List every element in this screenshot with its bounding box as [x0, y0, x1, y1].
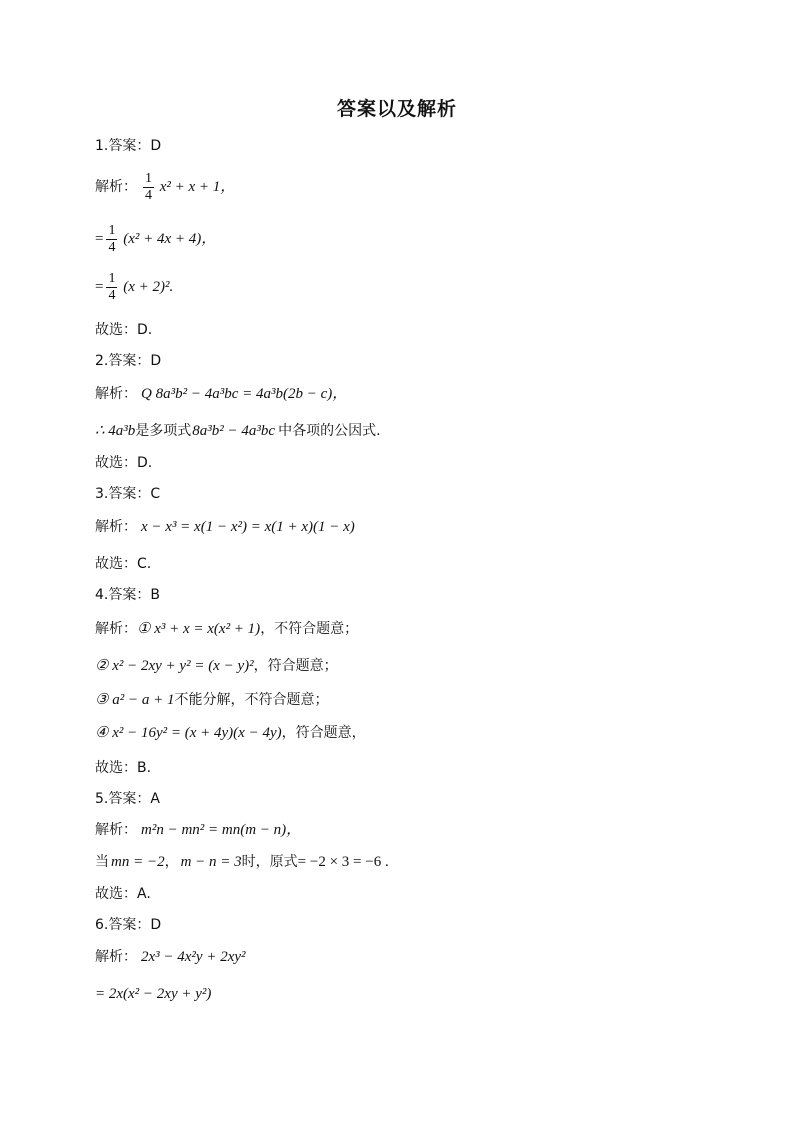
- q5-answer: 5.答案：A: [95, 791, 160, 807]
- frac-den: 4: [108, 287, 116, 303]
- q4-item-3-expr: ③ a² − a + 1: [95, 692, 175, 708]
- q2-concl-b: 是多项式: [135, 423, 192, 439]
- q4-answer: 4.答案：B: [95, 587, 160, 603]
- q4-item-2-line: [95, 656, 338, 676]
- q1-expr-c: [104, 271, 173, 304]
- q2-conclusion-line: [95, 421, 381, 441]
- q3-choice-line: [95, 554, 151, 574]
- q4-item-4-expr: ④ x² − 16y² = (x + 4y)(x − 4y): [95, 725, 282, 741]
- page-title: 答案以及解析: [336, 98, 457, 120]
- q2-concl-a: ∴ 4a³b: [95, 423, 136, 439]
- q2-label: 解析：: [95, 386, 137, 402]
- q3-answer-line: [95, 484, 160, 504]
- frac-num: 1: [108, 222, 116, 238]
- q1-choice: 故选：D.: [95, 322, 153, 338]
- q2-concl-c: 8a³b² − 4a³bc: [192, 423, 276, 439]
- q4-answer-line: [95, 585, 160, 605]
- q1-explanation-line-1: [95, 170, 235, 204]
- frac-den: 4: [108, 239, 116, 255]
- q6-expr-a: 2x³ − 4x²y + 2xy²: [141, 949, 246, 965]
- q6-expr-b: = 2x(x² − 2xy + y²): [95, 986, 212, 1002]
- q2-concl-d: 中各项的公因式.: [278, 423, 381, 439]
- q1-expr-b: [104, 223, 216, 256]
- q1-answer-line: [95, 136, 161, 156]
- q1-expr-c-tail: (x + 2)².: [123, 278, 174, 295]
- q1-explanation-line-2: [95, 222, 216, 256]
- q6-explanation-line-1: [95, 947, 246, 967]
- q4-item-1-text: ，不符合题意；: [260, 621, 359, 637]
- q2-choice-line: [95, 453, 152, 473]
- q6-answer: 6.答案：D: [95, 917, 162, 933]
- q4-item-3-line: [95, 690, 328, 710]
- q3-label: 解析：: [95, 519, 137, 535]
- q4-item-1-expr: ① x³ + x = x(x² + 1): [137, 621, 261, 637]
- fraction-one-quarter: [106, 271, 117, 304]
- q1-explanation-line-3: [95, 270, 173, 304]
- q5-evaluation-line: [95, 852, 389, 872]
- q4-item-3-text: 不能分解，不符合题意；: [174, 692, 329, 708]
- q5-cond-b: m − n = 3: [180, 854, 242, 870]
- q1-expr-c-head: =: [95, 279, 104, 295]
- q2-answer: 2.答案：D: [95, 353, 162, 369]
- q1-expr-a-tail: x² + x + 1，: [159, 178, 236, 195]
- q2-expr: Q 8a³b² − 4a³bc = 4a³b(2b − c)，: [141, 386, 348, 402]
- q3-choice: 故选：C.: [95, 556, 152, 572]
- q5-when: 当: [95, 854, 109, 870]
- q5-answer-line: [95, 789, 160, 809]
- q1-expr-a: [141, 171, 235, 204]
- fraction-one-quarter: [143, 171, 154, 204]
- q5-explanation-line: [95, 820, 301, 840]
- q1-answer: 1.答案：D: [95, 138, 162, 154]
- q2-answer-line: [95, 351, 161, 371]
- q4-item-4-text: ，符合题意，: [281, 725, 366, 741]
- q3-answer: 3.答案：C: [95, 486, 161, 502]
- q4-label: 解析：: [95, 621, 137, 637]
- fraction-one-quarter: [106, 223, 117, 256]
- q1-expr-b-head: =: [95, 231, 104, 247]
- q5-comma: ，: [164, 854, 179, 870]
- q5-choice-line: [95, 884, 151, 904]
- q2-choice: 故选：D.: [95, 455, 153, 471]
- q5-time: 时，原式: [241, 854, 298, 870]
- q4-item-2-text: ，符合题意；: [253, 658, 338, 674]
- q4-choice: 故选：B.: [95, 760, 152, 776]
- q5-label: 解析：: [95, 822, 137, 838]
- frac-num: 1: [145, 170, 152, 186]
- q3-expr: x − x³ = x(1 − x²) = x(1 + x)(1 − x): [141, 519, 355, 535]
- q5-cond-a: mn = −2: [111, 854, 165, 870]
- frac-den: 4: [145, 187, 152, 203]
- q1-label: 解析：: [95, 179, 137, 195]
- frac-num: 1: [108, 270, 116, 286]
- q1-choice-line: [95, 320, 152, 340]
- q4-item-1-line: [95, 619, 358, 639]
- q5-result: = −2 × 3 = −6 .: [297, 854, 389, 870]
- q4-choice-line: [95, 758, 151, 778]
- q2-explanation-line: [95, 384, 347, 404]
- q4-item-2-expr: ② x² − 2xy + y² = (x − y)²: [95, 658, 254, 674]
- q3-explanation-line: [95, 517, 355, 537]
- q5-choice: 故选：A.: [95, 886, 151, 902]
- q1-expr-b-tail: (x² + 4x + 4)，: [123, 230, 217, 247]
- q5-expr: m²n − mn² = mn(m − n)，: [141, 822, 302, 838]
- q4-item-4-line: [95, 723, 366, 743]
- q6-explanation-line-2: [95, 984, 211, 1004]
- q6-label: 解析：: [95, 949, 137, 965]
- q6-answer-line: [95, 915, 161, 935]
